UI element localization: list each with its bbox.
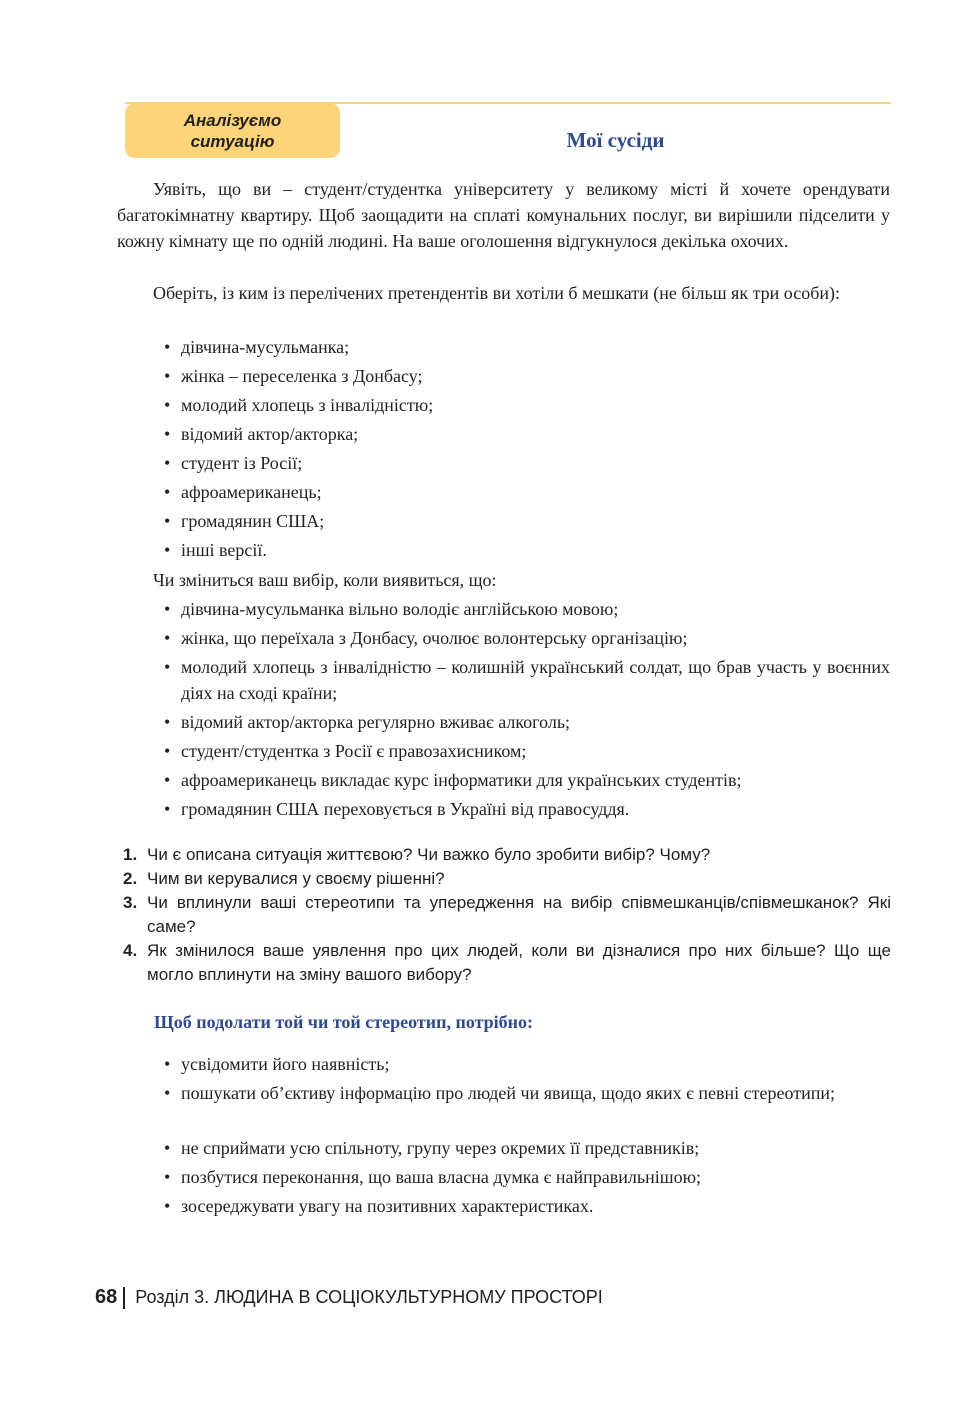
section-tag-line1: Аналізуємо (183, 110, 282, 130)
question-text: Чи є описана ситуація життєвою? Чи важко було зробити вибір? Чому? (147, 845, 711, 864)
footer-section: Розділ 3. ЛЮДИНА В СОЦІОКУЛЬТУРНОМУ ПРОСТОРІ (135, 1287, 603, 1307)
list-item: • відомий актор/акторка регулярно вживає алкоголь; (164, 709, 890, 738)
questions-list (123, 843, 891, 987)
list-item: • інші версії. (164, 537, 890, 566)
details-list (164, 596, 890, 825)
question-text: Як змінилося ваше уявлення про цих людей, коли ви дізналися про них більше? Що ще могло вплинути на зміну вашого вибору? (147, 941, 891, 984)
footer-divider (123, 1287, 125, 1309)
question-item (123, 867, 891, 891)
question-item (123, 891, 891, 939)
list-item: • дівчина-мусульманка; (164, 334, 890, 363)
list-item: • усвідомити його наявність; (164, 1051, 890, 1080)
list-item: • молодий хлопець з інвалідністю – колишній український солдат, що брав участь у воєнних діях на сході країни; (164, 654, 890, 709)
change-question: Чи зміниться ваш вибір, коли виявиться, що: (153, 570, 497, 590)
list-item: • відомий актор/акторка; (164, 421, 890, 450)
list-item: • не сприймати усю спільноту, групу через окремих її представників; (164, 1135, 890, 1164)
list-item: • зосереджувати увагу на позитивних характеристиках. (164, 1193, 890, 1222)
question-item (123, 843, 891, 867)
page-title: Мої сусіди (566, 128, 665, 152)
list-item: • дівчина-мусульманка вільно володіє англійською мовою; (164, 596, 890, 625)
intro-paragraph-1: Уявіть, що ви – студент/студентка університету у великому місті й хочете орендувати багатокімнатну квартиру. Щоб заощадити на сплаті комунальних послуг, ви вирішили підселити у кожну кімнату ще по одній людині. На ваше оголошення відгукнулося декілька охочих. (117, 179, 890, 251)
question-text: Чи вплинули ваші стереотипи та упередження на вибір співмешканців/співмешканок? Які саме? (147, 893, 891, 936)
intro-paragraph-2: Оберіть, із ким із перелічених претендентів ви хотіли б мешкати (не більш як три особи): (153, 283, 841, 303)
list-item: • молодий хлопець з інвалідністю; (164, 392, 890, 421)
candidates-list (164, 334, 890, 566)
question-text: Чим ви керувалися у своєму рішенні? (147, 869, 445, 888)
list-item: • громадянин США переховується в Україні від правосуддя. (164, 796, 890, 825)
list-item: • афроамериканець викладає курс інформатики для українських студентів; (164, 767, 890, 796)
list-item: • пошукати об’єктиву інформацію про людей чи явища, щодо яких є певні стереотипи; (164, 1080, 890, 1135)
list-item: • афроамериканець; (164, 479, 890, 508)
list-item: • позбутися переконання, що ваша власна думка є найправильнішою; (164, 1164, 890, 1193)
question-item (123, 939, 891, 987)
list-item: • студент/студентка з Росії є правозахисником; (164, 738, 890, 767)
question-number: 2. (123, 869, 138, 888)
list-item: • жінка – переселенка з Донбасу; (164, 363, 890, 392)
overcome-list (164, 1051, 890, 1222)
section-tag-line2: ситуацію (190, 131, 275, 151)
section-tag (125, 103, 340, 158)
page-footer (95, 1286, 603, 1309)
question-number: 4. (123, 941, 138, 960)
question-number: 1. (123, 845, 138, 864)
overcome-heading: Щоб подолати той чи той стереотип, потрібно: (154, 1012, 534, 1032)
question-number: 3. (123, 893, 138, 912)
list-item: • студент із Росії; (164, 450, 890, 479)
list-item: • громадянин США; (164, 508, 890, 537)
list-item: • жінка, що переїхала з Донбасу, очолює волонтерську організацію; (164, 625, 890, 654)
page-number: 68 (95, 1286, 118, 1308)
